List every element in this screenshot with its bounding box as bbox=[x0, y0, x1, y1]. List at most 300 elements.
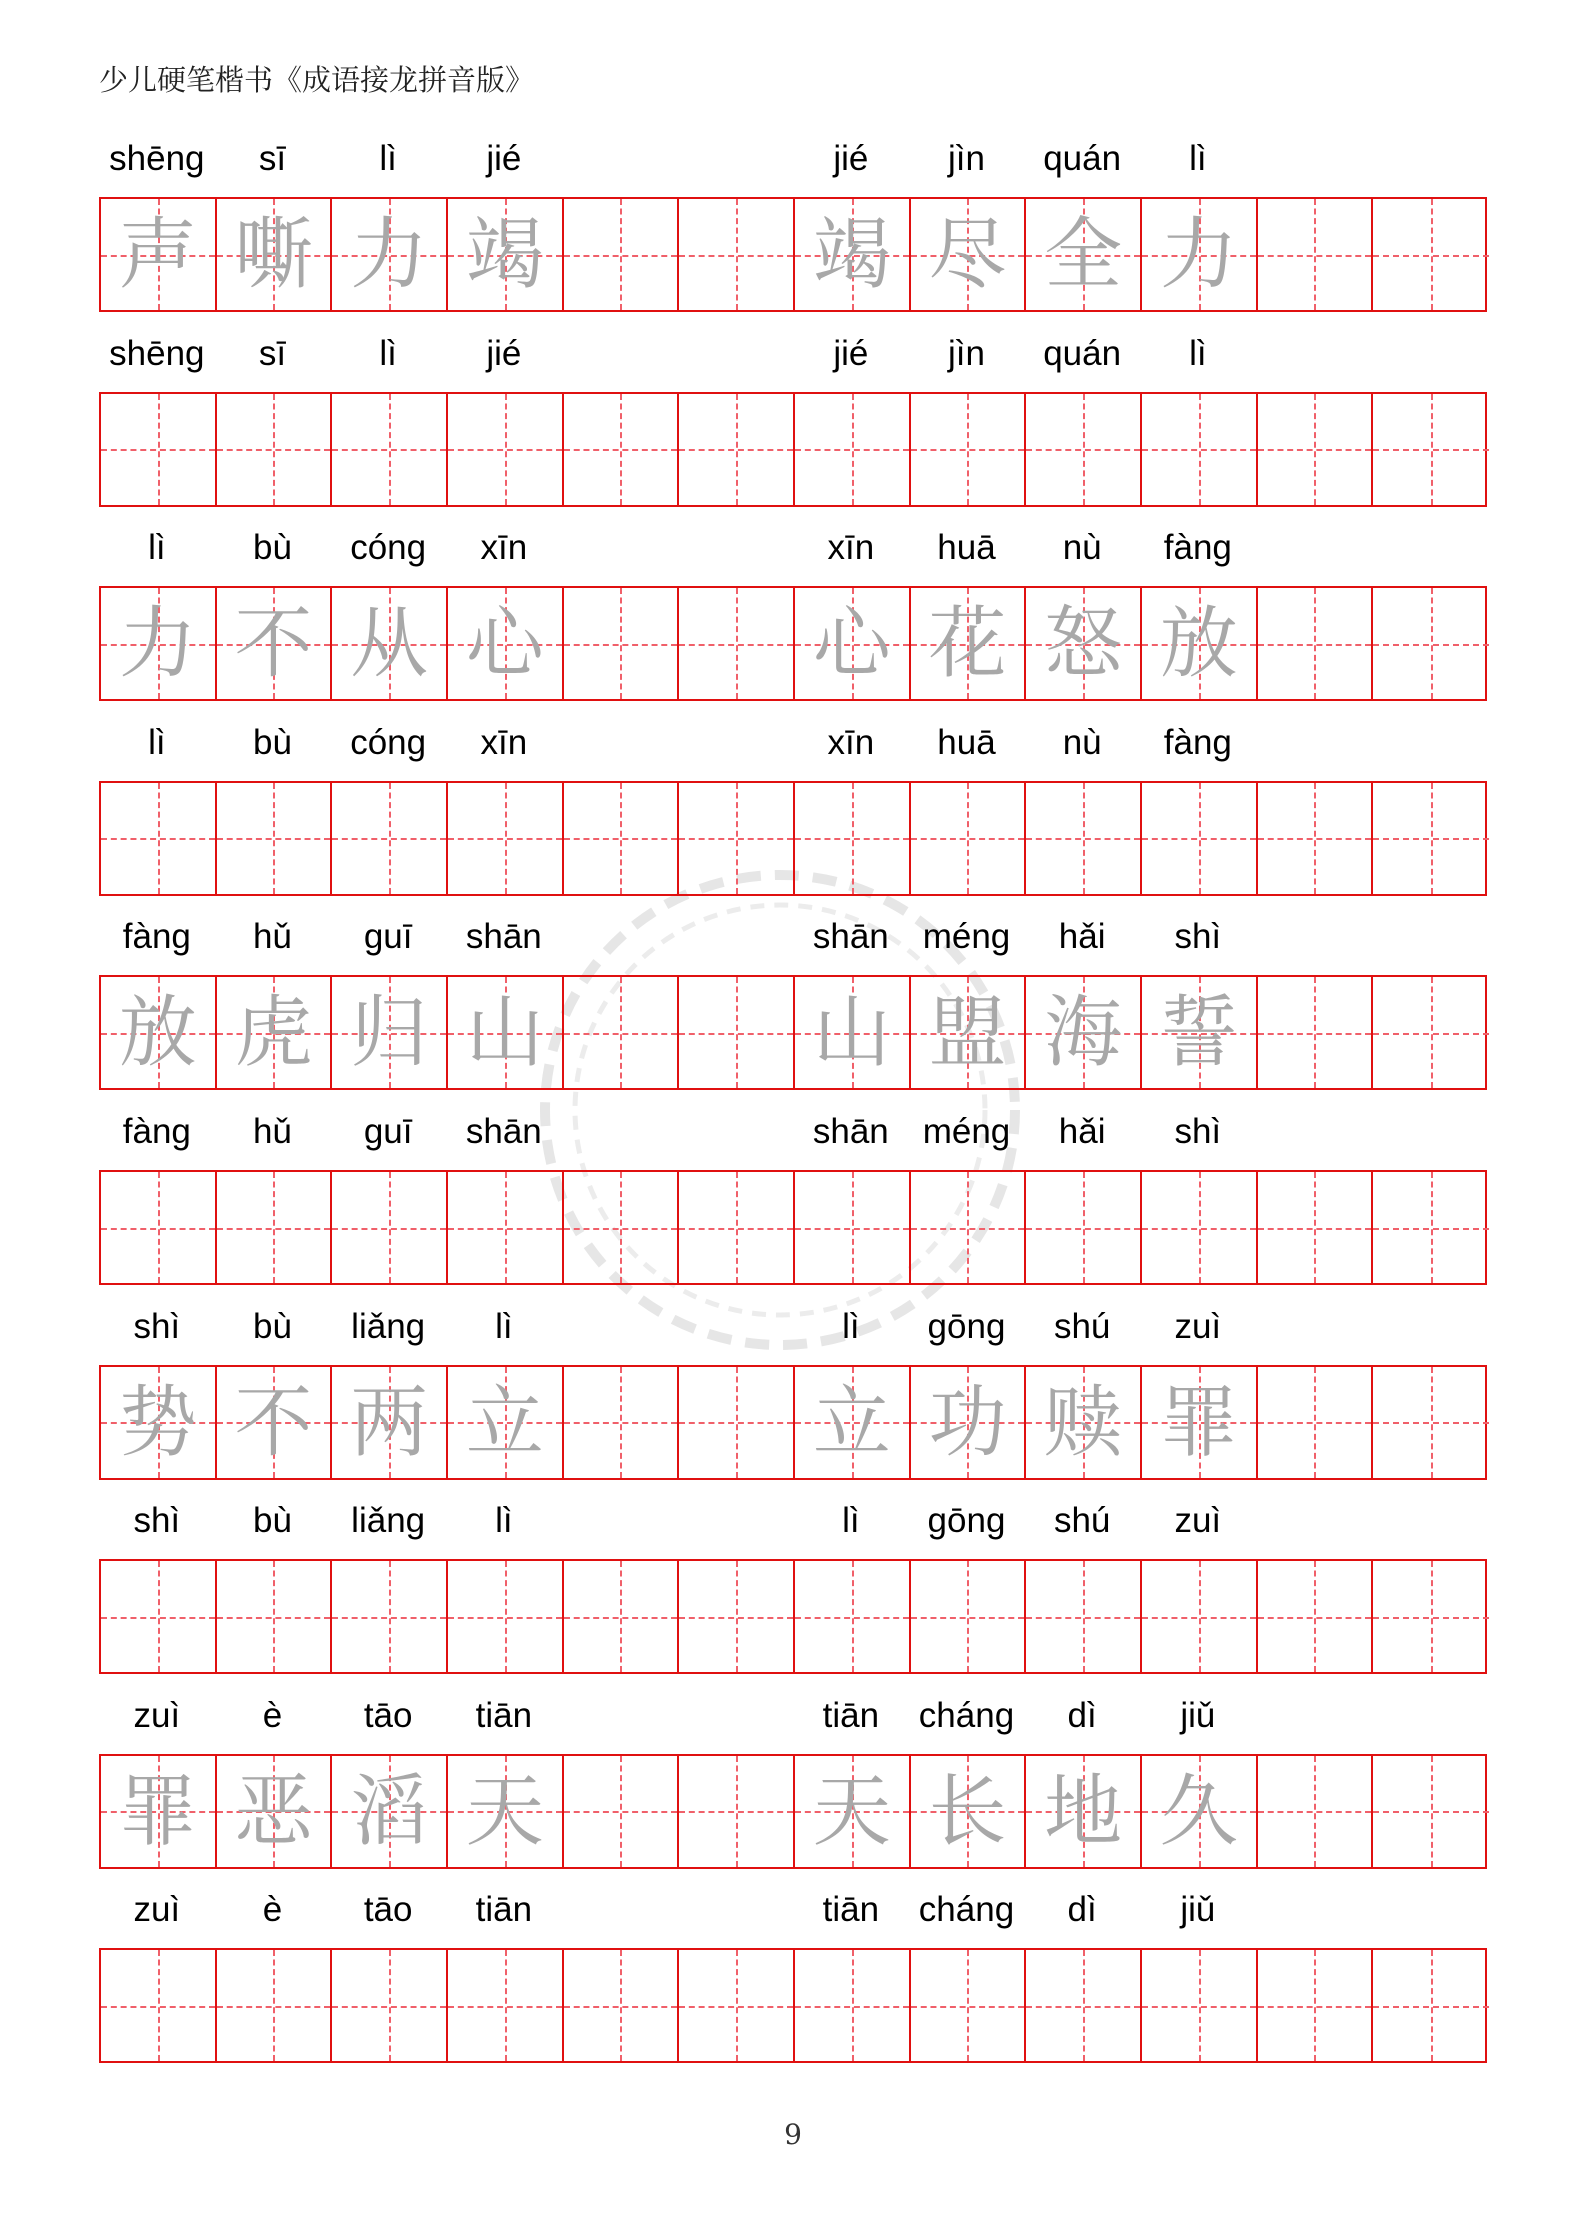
writing-cell[interactable] bbox=[1026, 783, 1142, 894]
pinyin-label: hǎi bbox=[1058, 1112, 1106, 1151]
writing-cell[interactable] bbox=[1258, 1950, 1374, 2061]
guide-line-horizontal bbox=[1142, 1228, 1256, 1230]
pinyin-label: lì bbox=[379, 333, 397, 373]
pinyin-label: sī bbox=[258, 139, 287, 178]
guide-line-horizontal bbox=[564, 1033, 678, 1035]
pinyin-label: cháng bbox=[918, 1695, 1015, 1735]
writing-cell[interactable] bbox=[911, 1367, 1027, 1478]
writing-cell[interactable] bbox=[332, 783, 448, 894]
writing-cell[interactable] bbox=[564, 1172, 680, 1283]
trace-character: 力 bbox=[118, 599, 197, 690]
writing-cell[interactable] bbox=[911, 199, 1027, 310]
writing-cell[interactable] bbox=[679, 394, 795, 505]
writing-cell[interactable] bbox=[332, 977, 448, 1088]
writing-cell[interactable] bbox=[564, 199, 680, 310]
pinyin-label: cháng bbox=[918, 1890, 1015, 1930]
writing-cell[interactable] bbox=[332, 1561, 448, 1672]
tianzige-grid bbox=[99, 197, 1487, 312]
writing-cell[interactable] bbox=[217, 1561, 333, 1672]
writing-cell[interactable] bbox=[564, 977, 680, 1088]
pinyin-label: shì bbox=[1174, 917, 1222, 957]
pinyin-label: hǔ bbox=[253, 1112, 292, 1151]
trace-character: 势 bbox=[118, 1377, 197, 1468]
guide-line-horizontal bbox=[1026, 1617, 1140, 1619]
trace-character: 山 bbox=[465, 988, 544, 1079]
pinyin-label: hǔ bbox=[253, 917, 292, 957]
writing-cell[interactable] bbox=[1373, 1367, 1489, 1478]
guide-line-horizontal bbox=[795, 1617, 909, 1619]
guide-line-horizontal bbox=[101, 2006, 215, 2008]
pinyin-label: zuì bbox=[133, 1890, 181, 1930]
writing-cell[interactable] bbox=[1258, 783, 1374, 894]
page-number: 9 bbox=[784, 2118, 802, 2151]
guide-line-horizontal bbox=[1258, 644, 1372, 646]
guide-line-horizontal bbox=[217, 449, 331, 451]
trace-character: 怒 bbox=[1044, 599, 1123, 690]
pinyin-label: gōng bbox=[927, 1306, 1006, 1346]
writing-cell[interactable] bbox=[1026, 199, 1142, 310]
pinyin-label: fàng bbox=[122, 1112, 191, 1151]
writing-cell[interactable] bbox=[217, 1756, 333, 1867]
tianzige-grid bbox=[99, 1559, 1487, 1674]
writing-cell[interactable] bbox=[448, 1367, 564, 1478]
writing-cell[interactable] bbox=[217, 1172, 333, 1283]
guide-line-horizontal bbox=[1026, 2006, 1140, 2008]
guide-line-horizontal bbox=[448, 449, 562, 451]
writing-cell[interactable] bbox=[448, 1561, 564, 1672]
pinyin-label: quán bbox=[1043, 333, 1122, 373]
guide-line-horizontal bbox=[679, 644, 793, 646]
pinyin-label: liǎng bbox=[351, 1501, 426, 1541]
pinyin-label: quán bbox=[1043, 139, 1122, 178]
writing-cell[interactable] bbox=[101, 1172, 217, 1283]
pinyin-label: bù bbox=[253, 722, 292, 762]
writing-cell[interactable] bbox=[564, 1561, 680, 1672]
writing-cell[interactable] bbox=[332, 1756, 448, 1867]
guide-line-horizontal bbox=[448, 2006, 562, 2008]
page-header: 少儿硬笔楷书《成语接龙拼音版》 bbox=[99, 63, 535, 97]
writing-cell[interactable] bbox=[1373, 1756, 1489, 1867]
trace-character: 罪 bbox=[118, 1766, 197, 1857]
guide-line-horizontal bbox=[1026, 838, 1140, 840]
pinyin-label: tāo bbox=[363, 1695, 413, 1735]
guide-line-horizontal bbox=[679, 255, 793, 257]
pinyin-label: nù bbox=[1062, 722, 1102, 762]
writing-cell[interactable] bbox=[448, 1950, 564, 2061]
writing-cell[interactable] bbox=[448, 394, 564, 505]
pinyin-label: lì bbox=[1189, 139, 1207, 178]
writing-cell[interactable] bbox=[448, 1756, 564, 1867]
writing-cell[interactable] bbox=[795, 199, 911, 310]
trace-character: 赎 bbox=[1044, 1377, 1123, 1468]
writing-cell[interactable] bbox=[679, 783, 795, 894]
trace-character: 心 bbox=[465, 599, 544, 690]
guide-line-horizontal bbox=[217, 838, 331, 840]
writing-cell[interactable] bbox=[1373, 1950, 1489, 2061]
trace-character: 心 bbox=[812, 599, 891, 690]
trace-character: 不 bbox=[234, 599, 313, 690]
trace-character: 立 bbox=[465, 1377, 544, 1468]
trace-character: 从 bbox=[350, 599, 429, 690]
writing-cell[interactable] bbox=[1026, 1172, 1142, 1283]
writing-cell[interactable] bbox=[101, 783, 217, 894]
writing-cell[interactable] bbox=[101, 1561, 217, 1672]
pinyin-label: lì bbox=[1189, 333, 1207, 373]
guide-line-horizontal bbox=[101, 1228, 215, 1230]
writing-cell[interactable] bbox=[1026, 977, 1142, 1088]
pinyin-label: xīn bbox=[480, 528, 528, 568]
pinyin-label: méng bbox=[922, 917, 1011, 957]
trace-character: 声 bbox=[118, 210, 197, 300]
writing-cell[interactable] bbox=[564, 394, 680, 505]
writing-cell[interactable] bbox=[1373, 783, 1489, 894]
trace-character: 两 bbox=[350, 1377, 429, 1468]
pinyin-label: guī bbox=[363, 1112, 413, 1151]
writing-cell[interactable] bbox=[795, 977, 911, 1088]
tianzige-grid bbox=[99, 975, 1487, 1090]
pinyin-label: lì bbox=[495, 1306, 513, 1346]
guide-line-horizontal bbox=[101, 449, 215, 451]
writing-cell[interactable] bbox=[795, 394, 911, 505]
pinyin-label: sī bbox=[258, 333, 287, 373]
pinyin-label: shān bbox=[812, 1112, 889, 1151]
guide-line-horizontal bbox=[1258, 1422, 1372, 1424]
guide-line-horizontal bbox=[448, 1228, 562, 1230]
pinyin-label: lì bbox=[379, 139, 397, 178]
writing-cell[interactable] bbox=[1026, 1756, 1142, 1867]
writing-cell[interactable] bbox=[217, 199, 333, 310]
pinyin-label: xīn bbox=[827, 528, 875, 568]
guide-line-horizontal bbox=[564, 1811, 678, 1813]
writing-cell[interactable] bbox=[448, 783, 564, 894]
writing-cell[interactable] bbox=[911, 1561, 1027, 1672]
writing-cell[interactable] bbox=[448, 977, 564, 1088]
writing-cell[interactable] bbox=[679, 588, 795, 699]
pinyin-label: cóng bbox=[350, 722, 427, 762]
guide-line-horizontal bbox=[1026, 449, 1140, 451]
pinyin-label: è bbox=[262, 1890, 283, 1930]
guide-line-horizontal bbox=[332, 838, 446, 840]
writing-cell[interactable] bbox=[911, 588, 1027, 699]
writing-cell[interactable] bbox=[332, 1172, 448, 1283]
guide-line-horizontal bbox=[1373, 255, 1489, 257]
writing-cell[interactable] bbox=[1142, 1561, 1258, 1672]
writing-cell[interactable] bbox=[101, 1367, 217, 1478]
pinyin-label: dì bbox=[1067, 1890, 1097, 1930]
trace-character: 立 bbox=[812, 1377, 891, 1468]
guide-line-horizontal bbox=[217, 2006, 331, 2008]
writing-cell[interactable] bbox=[1258, 977, 1374, 1088]
trace-character: 誓 bbox=[1159, 988, 1238, 1079]
pinyin-label: bù bbox=[253, 1306, 292, 1346]
pinyin-label: jié bbox=[833, 333, 869, 373]
writing-cell[interactable] bbox=[332, 1367, 448, 1478]
writing-cell[interactable] bbox=[1373, 588, 1489, 699]
trace-character: 天 bbox=[465, 1766, 544, 1857]
writing-cell[interactable] bbox=[679, 1367, 795, 1478]
pinyin-label: shān bbox=[465, 1112, 542, 1151]
pinyin-label: nù bbox=[1062, 528, 1102, 568]
writing-cell[interactable] bbox=[101, 199, 217, 310]
guide-line-horizontal bbox=[217, 1228, 331, 1230]
trace-character: 力 bbox=[1159, 210, 1238, 300]
guide-line-horizontal bbox=[911, 1228, 1025, 1230]
pinyin-label: shì bbox=[133, 1501, 181, 1541]
writing-cell[interactable] bbox=[911, 1172, 1027, 1283]
tianzige-grid bbox=[99, 392, 1487, 507]
guide-line-horizontal bbox=[679, 1228, 793, 1230]
guide-line-horizontal bbox=[564, 1228, 678, 1230]
pinyin-label: huā bbox=[937, 528, 996, 568]
guide-line-horizontal bbox=[564, 449, 678, 451]
pinyin-label: xīn bbox=[480, 722, 528, 762]
writing-cell[interactable] bbox=[679, 1561, 795, 1672]
pinyin-label: bù bbox=[253, 1501, 292, 1541]
tianzige-grid bbox=[99, 1170, 1487, 1285]
writing-cell[interactable] bbox=[911, 1950, 1027, 2061]
guide-line-horizontal bbox=[448, 838, 562, 840]
writing-cell[interactable] bbox=[1142, 199, 1258, 310]
guide-line-horizontal bbox=[1142, 1617, 1256, 1619]
writing-cell[interactable] bbox=[679, 977, 795, 1088]
writing-cell[interactable] bbox=[217, 1367, 333, 1478]
writing-cell[interactable] bbox=[1026, 1561, 1142, 1672]
writing-cell[interactable] bbox=[332, 588, 448, 699]
trace-character: 功 bbox=[928, 1377, 1007, 1468]
guide-line-horizontal bbox=[911, 1617, 1025, 1619]
pinyin-label: fàng bbox=[1163, 528, 1232, 568]
guide-line-horizontal bbox=[1373, 1422, 1489, 1424]
guide-line-horizontal bbox=[1026, 1228, 1140, 1230]
writing-cell[interactable] bbox=[217, 394, 333, 505]
pinyin-label: lì bbox=[148, 528, 166, 568]
pinyin-label: jié bbox=[486, 139, 522, 178]
writing-cell[interactable] bbox=[911, 1756, 1027, 1867]
writing-cell[interactable] bbox=[448, 1172, 564, 1283]
writing-cell[interactable] bbox=[1026, 588, 1142, 699]
writing-cell[interactable] bbox=[101, 1756, 217, 1867]
trace-character: 山 bbox=[812, 988, 891, 1079]
trace-character: 海 bbox=[1044, 988, 1123, 1079]
guide-line-horizontal bbox=[101, 838, 215, 840]
guide-line-horizontal bbox=[679, 1033, 793, 1035]
pinyin-label: bù bbox=[253, 528, 292, 568]
writing-cell[interactable] bbox=[679, 1756, 795, 1867]
guide-line-horizontal bbox=[332, 2006, 446, 2008]
guide-line-horizontal bbox=[795, 838, 909, 840]
trace-character: 地 bbox=[1044, 1766, 1123, 1857]
writing-cell[interactable] bbox=[1258, 1367, 1374, 1478]
guide-line-horizontal bbox=[1373, 1617, 1489, 1619]
writing-cell[interactable] bbox=[564, 1367, 680, 1478]
trace-character: 竭 bbox=[465, 210, 544, 300]
pinyin-label: shú bbox=[1053, 1306, 1111, 1346]
writing-cell[interactable] bbox=[911, 394, 1027, 505]
trace-character: 久 bbox=[1159, 1766, 1238, 1857]
guide-line-horizontal bbox=[564, 1422, 678, 1424]
pinyin-label: shú bbox=[1053, 1501, 1111, 1541]
trace-character: 尽 bbox=[928, 210, 1007, 300]
writing-cell[interactable] bbox=[332, 199, 448, 310]
pinyin-label: zuì bbox=[1174, 1501, 1222, 1541]
writing-cell[interactable] bbox=[1373, 1561, 1489, 1672]
writing-cell[interactable] bbox=[564, 588, 680, 699]
writing-cell[interactable] bbox=[1142, 394, 1258, 505]
writing-cell[interactable] bbox=[1026, 394, 1142, 505]
writing-cell[interactable] bbox=[795, 1172, 911, 1283]
guide-line-horizontal bbox=[795, 449, 909, 451]
guide-line-horizontal bbox=[564, 644, 678, 646]
pinyin-label: è bbox=[262, 1695, 283, 1735]
pinyin-label: gōng bbox=[927, 1501, 1006, 1541]
writing-cell[interactable] bbox=[1026, 1950, 1142, 2061]
trace-character: 全 bbox=[1044, 210, 1123, 300]
writing-cell[interactable] bbox=[911, 783, 1027, 894]
writing-cell[interactable] bbox=[795, 1561, 911, 1672]
writing-cell[interactable] bbox=[217, 783, 333, 894]
guide-line-horizontal bbox=[1373, 644, 1489, 646]
guide-line-horizontal bbox=[564, 2006, 678, 2008]
writing-cell[interactable] bbox=[1026, 1367, 1142, 1478]
pinyin-label: tiān bbox=[475, 1890, 533, 1930]
pinyin-label: shān bbox=[812, 917, 889, 957]
writing-cell[interactable] bbox=[795, 588, 911, 699]
writing-cell[interactable] bbox=[1258, 588, 1374, 699]
trace-character: 不 bbox=[234, 1377, 313, 1468]
pinyin-label: dì bbox=[1067, 1695, 1097, 1735]
writing-cell[interactable] bbox=[564, 1950, 680, 2061]
writing-cell[interactable] bbox=[1142, 1950, 1258, 2061]
guide-line-horizontal bbox=[217, 1617, 331, 1619]
guide-line-horizontal bbox=[1258, 1811, 1372, 1813]
trace-character: 天 bbox=[812, 1766, 891, 1857]
pinyin-label: fàng bbox=[122, 917, 191, 957]
pinyin-label: cóng bbox=[350, 528, 427, 568]
writing-cell[interactable] bbox=[679, 1172, 795, 1283]
guide-line-horizontal bbox=[679, 1811, 793, 1813]
writing-cell[interactable] bbox=[101, 1950, 217, 2061]
guide-line-horizontal bbox=[1373, 1228, 1489, 1230]
writing-cell[interactable] bbox=[1373, 977, 1489, 1088]
writing-cell[interactable] bbox=[911, 977, 1027, 1088]
writing-cell[interactable] bbox=[1373, 199, 1489, 310]
pinyin-label: shēng bbox=[109, 139, 205, 178]
writing-cell[interactable] bbox=[1258, 1172, 1374, 1283]
writing-cell[interactable] bbox=[1258, 199, 1374, 310]
pinyin-label: shì bbox=[133, 1306, 181, 1346]
writing-cell[interactable] bbox=[101, 588, 217, 699]
writing-cell[interactable] bbox=[1258, 1756, 1374, 1867]
writing-cell[interactable] bbox=[1373, 1172, 1489, 1283]
guide-line-horizontal bbox=[1142, 838, 1256, 840]
guide-line-horizontal bbox=[332, 449, 446, 451]
tianzige-grid bbox=[99, 781, 1487, 896]
writing-cell[interactable] bbox=[217, 1950, 333, 2061]
pinyin-label: fàng bbox=[1163, 722, 1232, 762]
guide-line-horizontal bbox=[1373, 1811, 1489, 1813]
pinyin-label: jiǔ bbox=[1180, 1890, 1216, 1930]
pinyin-label: tiān bbox=[822, 1695, 880, 1735]
writing-cell[interactable] bbox=[1258, 1561, 1374, 1672]
writing-cell[interactable] bbox=[1142, 1172, 1258, 1283]
pinyin-label: zuì bbox=[133, 1695, 181, 1735]
writing-cell[interactable] bbox=[1142, 588, 1258, 699]
writing-cell[interactable] bbox=[795, 1950, 911, 2061]
writing-cell[interactable] bbox=[1142, 1367, 1258, 1478]
pinyin-label: tiān bbox=[822, 1890, 880, 1930]
writing-cell[interactable] bbox=[1373, 394, 1489, 505]
pinyin-label: lì bbox=[842, 1306, 860, 1346]
pinyin-label: shì bbox=[1174, 1112, 1222, 1151]
trace-character: 竭 bbox=[812, 210, 891, 300]
writing-cell[interactable] bbox=[564, 1756, 680, 1867]
guide-line-horizontal bbox=[332, 1228, 446, 1230]
trace-character: 滔 bbox=[350, 1766, 429, 1857]
pinyin-label: jìn bbox=[948, 333, 985, 373]
writing-cell[interactable] bbox=[217, 977, 333, 1088]
guide-line-horizontal bbox=[1258, 449, 1372, 451]
guide-line-horizontal bbox=[1258, 1033, 1372, 1035]
trace-character: 嘶 bbox=[234, 210, 313, 300]
guide-line-horizontal bbox=[679, 449, 793, 451]
guide-line-horizontal bbox=[1258, 1228, 1372, 1230]
guide-line-horizontal bbox=[1373, 449, 1489, 451]
writing-cell[interactable] bbox=[1142, 783, 1258, 894]
writing-cell[interactable] bbox=[795, 1367, 911, 1478]
trace-character: 归 bbox=[350, 988, 429, 1079]
pinyin-label: tiān bbox=[475, 1695, 533, 1735]
writing-cell[interactable] bbox=[217, 588, 333, 699]
guide-line-horizontal bbox=[101, 1617, 215, 1619]
writing-cell[interactable] bbox=[332, 1950, 448, 2061]
writing-cell[interactable] bbox=[101, 977, 217, 1088]
guide-line-horizontal bbox=[564, 838, 678, 840]
writing-cell[interactable] bbox=[795, 1756, 911, 1867]
guide-line-horizontal bbox=[564, 255, 678, 257]
guide-line-horizontal bbox=[448, 1617, 562, 1619]
writing-cell[interactable] bbox=[679, 199, 795, 310]
writing-cell[interactable] bbox=[1142, 977, 1258, 1088]
writing-cell[interactable] bbox=[679, 1950, 795, 2061]
writing-cell[interactable] bbox=[448, 199, 564, 310]
trace-character: 放 bbox=[1159, 599, 1238, 690]
trace-character: 力 bbox=[350, 210, 429, 300]
guide-line-horizontal bbox=[1142, 449, 1256, 451]
guide-line-horizontal bbox=[911, 2006, 1025, 2008]
guide-line-horizontal bbox=[564, 1617, 678, 1619]
guide-line-horizontal bbox=[1258, 255, 1372, 257]
guide-line-horizontal bbox=[795, 1228, 909, 1230]
writing-cell[interactable] bbox=[564, 783, 680, 894]
writing-cell[interactable] bbox=[1142, 1756, 1258, 1867]
pinyin-label: lì bbox=[842, 1501, 860, 1541]
pinyin-label: hǎi bbox=[1058, 917, 1106, 957]
writing-cell[interactable] bbox=[448, 588, 564, 699]
guide-line-horizontal bbox=[1373, 1033, 1489, 1035]
writing-cell[interactable] bbox=[1258, 394, 1374, 505]
trace-character: 长 bbox=[928, 1766, 1007, 1857]
writing-cell[interactable] bbox=[101, 394, 217, 505]
pinyin-label: jié bbox=[486, 333, 522, 373]
pinyin-label: shān bbox=[465, 917, 542, 957]
writing-cell[interactable] bbox=[795, 783, 911, 894]
guide-line-horizontal bbox=[1258, 2006, 1372, 2008]
guide-line-horizontal bbox=[679, 1422, 793, 1424]
pinyin-label: shēng bbox=[109, 333, 205, 373]
pinyin-label: tāo bbox=[363, 1890, 413, 1930]
guide-line-horizontal bbox=[1258, 838, 1372, 840]
writing-cell[interactable] bbox=[332, 394, 448, 505]
